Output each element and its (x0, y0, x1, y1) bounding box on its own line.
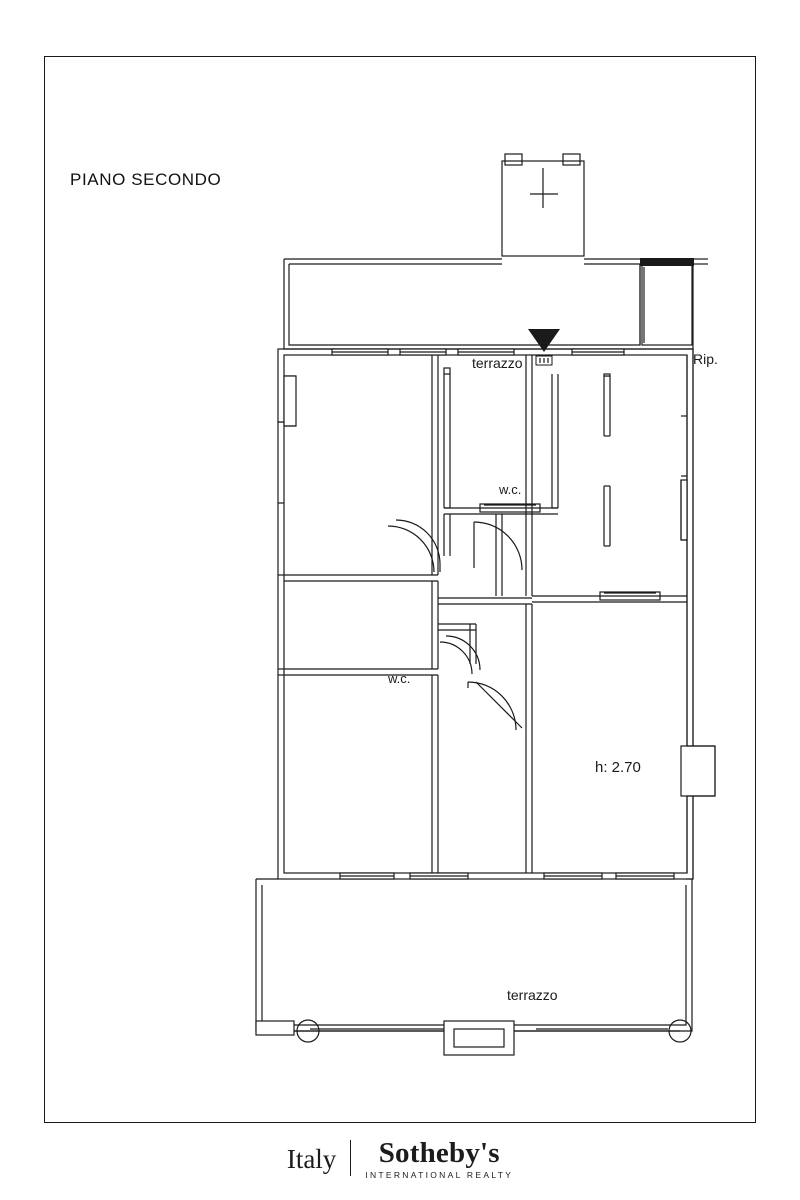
room-label-wc-bottom: w.c. (388, 671, 411, 686)
footer-branding (0, 1128, 800, 1190)
brand-tagline-label: INTERNATIONAL REALTY (365, 1170, 514, 1181)
brand-name-label: Sotheby's (378, 1136, 500, 1169)
room-label-terrazzo-top: terrazzo (472, 355, 523, 371)
room-label-ripostiglio: Rip. (693, 351, 718, 367)
brand-country-label: Italy (286, 1143, 337, 1174)
floor-plan-drawing (44, 56, 756, 1123)
room-label-terrazzo-bottom: terrazzo (507, 987, 558, 1003)
ceiling-height-label: h: 2.70 (595, 759, 641, 776)
sothebys-logo (287, 1138, 513, 1180)
brand-text-block (351, 1138, 513, 1180)
room-label-wc-top: w.c. (499, 482, 522, 497)
page-title: PIANO SECONDO (70, 170, 222, 189)
